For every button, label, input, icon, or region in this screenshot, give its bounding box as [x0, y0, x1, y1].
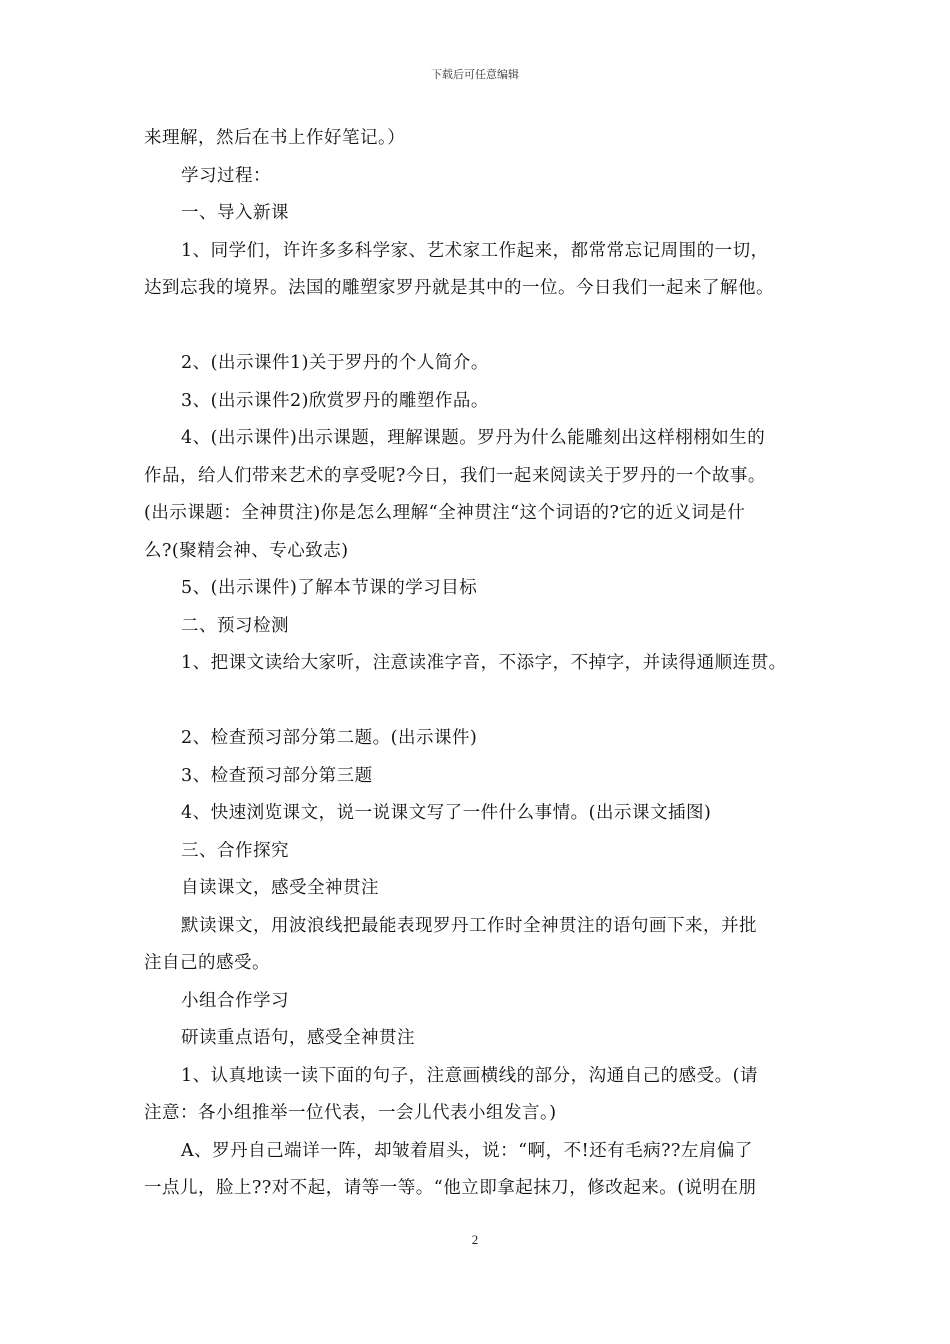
- text-line: 默读课文，用波浪线把最能表现罗丹工作时全神贯注的语句画下来，并批: [181, 915, 757, 936]
- text-line: 1、把课文读给大家听，注意读准字音，不添字，不掉字，并读得通顺连贯。: [181, 653, 787, 673]
- text-line: 3、检查预习部分第三题: [181, 765, 373, 786]
- text-line: 自读课文，感受全神贯注: [181, 878, 379, 898]
- section-heading: 二、预习检测: [181, 615, 289, 636]
- text-line: 么?(聚精会神、专心致志): [144, 540, 349, 561]
- page-header: 下载后可任意编辑: [431, 68, 519, 81]
- text-line: 作品，给人们带来艺术的享受呢?今日，我们一起来阅读关于罗丹的一个故事。: [144, 465, 766, 486]
- text-line: (出示课题：全神贯注)你是怎么理解“全神贯注“这个词语的?它的近义词是什: [144, 503, 746, 523]
- section-heading: 三、合作探究: [181, 840, 289, 861]
- text-line: 3、(出示课件2)欣赏罗丹的雕塑作品。: [181, 390, 489, 411]
- section-heading: 一、导入新课: [181, 203, 289, 223]
- text-line: 来理解，然后在书上作好笔记。）: [144, 128, 406, 148]
- document-body: [144, 120, 824, 1208]
- section-label: 学习过程：: [181, 165, 271, 186]
- text-line: 小组合作学习: [181, 990, 289, 1011]
- text-line: 1、同学们，许许多多科学家、艺术家工作起来，都常常忘记周围的一切，: [181, 240, 769, 261]
- text-line: 4、快速浏览课文，说一说课文写了一件什么事情。(出示课文插图): [181, 803, 712, 823]
- blank-line: [144, 308, 824, 346]
- text-line: 一点儿，脸上??对不起，请等一等。“他立即拿起抹刀，修改起来。(说明在朋: [144, 1178, 757, 1198]
- text-line: 4、(出示课件)出示课题，理解课题。罗丹为什么能雕刻出这样栩栩如生的: [181, 428, 766, 448]
- page-number: 2: [471, 1232, 479, 1247]
- text-line: 注意：各小组推举一位代表，一会儿代表小组发言。): [144, 1103, 557, 1123]
- blank-line: [144, 683, 824, 721]
- text-line: 2、检查预习部分第二题。(出示课件): [181, 728, 478, 748]
- text-line: 1、认真地读一读下面的句子，注意画横线的部分，沟通自己的感受。(请: [181, 1065, 758, 1086]
- text-line: 2、(出示课件1)关于罗丹的个人简介。: [181, 353, 489, 373]
- text-line: 研读重点语句，感受全神贯注: [181, 1028, 415, 1048]
- text-line: 注自己的感受。: [144, 953, 270, 973]
- text-line: 5、(出示课件)了解本节课的学习目标: [181, 578, 478, 598]
- text-line: 达到忘我的境界。法国的雕塑家罗丹就是其中的一位。今日我们一起来了解他。: [144, 278, 774, 298]
- text-line: A、罗丹自己端详一阵，却皱着眉头，说：“啊，不!还有毛病??左肩偏了: [181, 1140, 753, 1161]
